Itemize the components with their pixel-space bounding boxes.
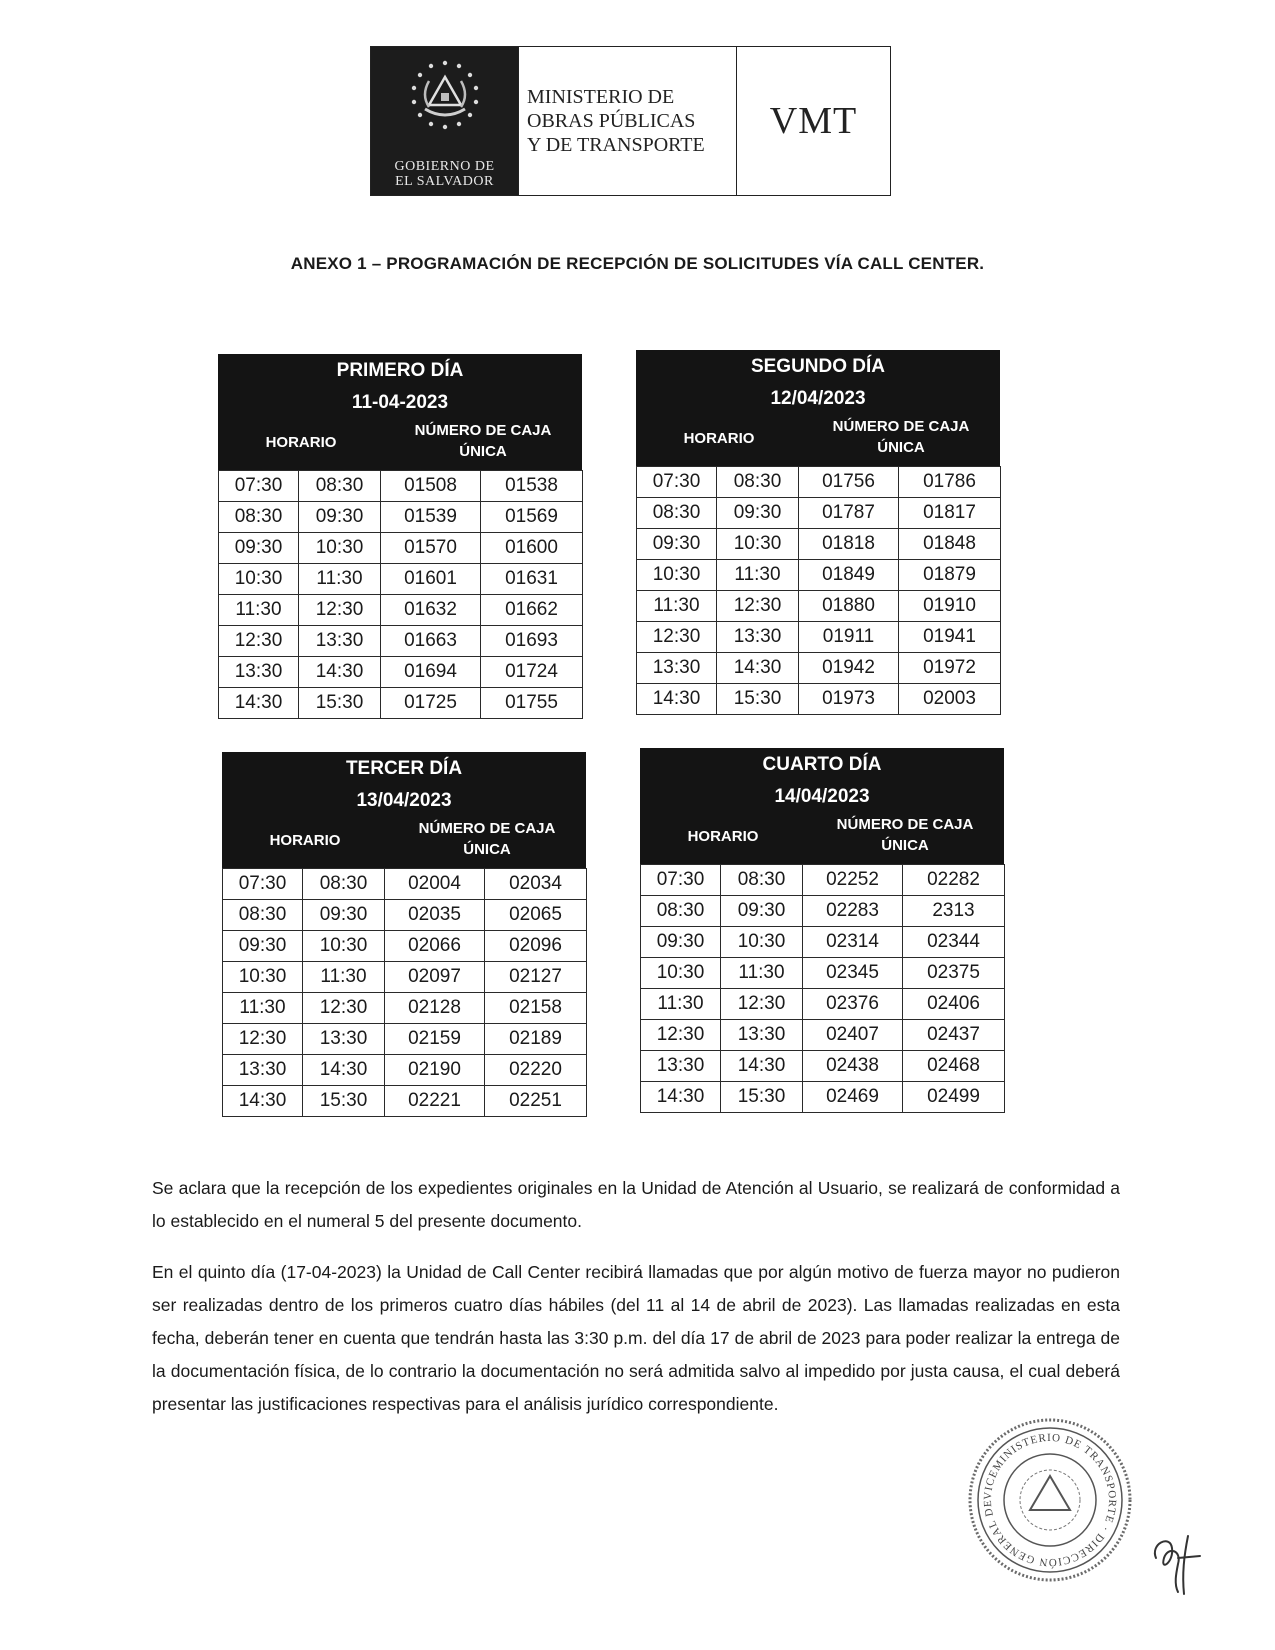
ministry-name: [519, 47, 737, 195]
time-start-cell: 09:30: [223, 931, 303, 962]
schedule-day-4: [640, 748, 1004, 1113]
table-row: [637, 622, 1001, 653]
time-start-cell: 14:30: [637, 684, 717, 715]
schedule-header: [218, 354, 582, 470]
time-start-cell: 07:30: [641, 865, 721, 896]
caja-from-cell: 02438: [803, 1051, 903, 1082]
table-row: [641, 1082, 1005, 1113]
caja-to-cell: 01600: [481, 533, 583, 564]
table-row: [641, 989, 1005, 1020]
caja-from-cell: 01663: [381, 626, 481, 657]
caja-from-cell: 01911: [799, 622, 899, 653]
caja-from-cell: 02376: [803, 989, 903, 1020]
time-start-cell: 13:30: [219, 657, 299, 688]
schedule-date: 14/04/2023: [774, 786, 870, 807]
table-row: [641, 865, 1005, 896]
table-row: [641, 1051, 1005, 1082]
time-end-cell: 10:30: [303, 931, 385, 962]
caja-from-cell: 02066: [385, 931, 485, 962]
time-end-cell: 09:30: [299, 502, 381, 533]
time-end-cell: 09:30: [717, 498, 799, 529]
table-row: [219, 688, 583, 719]
schedule-date: 13/04/2023: [356, 790, 452, 811]
schedule-table: [640, 864, 1005, 1113]
table-row: [641, 958, 1005, 989]
time-start-cell: 10:30: [637, 560, 717, 591]
caja-to-cell: 02344: [903, 927, 1005, 958]
caja-from-cell: 01725: [381, 688, 481, 719]
caja-to-cell: 2313: [903, 896, 1005, 927]
caja-from-cell: 01880: [799, 591, 899, 622]
schedule-table: [218, 470, 583, 719]
ministry-line: OBRAS PÚBLICAS: [527, 110, 696, 132]
time-end-cell: 10:30: [299, 533, 381, 564]
time-start-cell: 07:30: [223, 869, 303, 900]
caja-from-cell: 01787: [799, 498, 899, 529]
caja-from-cell: 01539: [381, 502, 481, 533]
table-row: [641, 1020, 1005, 1051]
table-row: [223, 1086, 587, 1117]
caja-to-cell: 02251: [485, 1086, 587, 1117]
caja-to-cell: 02065: [485, 900, 587, 931]
caja-to-cell: 01817: [899, 498, 1001, 529]
schedule-day-2: [636, 350, 1000, 715]
horario-column-header: HORARIO: [265, 434, 337, 451]
time-end-cell: 15:30: [303, 1086, 385, 1117]
time-end-cell: 15:30: [721, 1082, 803, 1113]
time-start-cell: 09:30: [219, 533, 299, 564]
caja-from-cell: 01818: [799, 529, 899, 560]
official-seal: [966, 1416, 1134, 1589]
table-row: [637, 467, 1001, 498]
schedule-day-1: [218, 354, 582, 719]
time-start-cell: 12:30: [641, 1020, 721, 1051]
table-row: [223, 962, 587, 993]
time-end-cell: 08:30: [721, 865, 803, 896]
table-row: [223, 1024, 587, 1055]
time-start-cell: 11:30: [223, 993, 303, 1024]
time-start-cell: 10:30: [223, 962, 303, 993]
horario-column-header: HORARIO: [683, 430, 755, 447]
caja-to-cell: 01910: [899, 591, 1001, 622]
table-row: [223, 993, 587, 1024]
caja-from-cell: 02345: [803, 958, 903, 989]
time-end-cell: 13:30: [299, 626, 381, 657]
agency-acronym: VMT: [769, 100, 858, 142]
table-row: [641, 927, 1005, 958]
time-start-cell: 14:30: [223, 1086, 303, 1117]
caja-from-cell: 02314: [803, 927, 903, 958]
table-row: [223, 931, 587, 962]
time-start-cell: 10:30: [641, 958, 721, 989]
table-row: [637, 529, 1001, 560]
time-start-cell: 13:30: [641, 1051, 721, 1082]
caja-to-cell: 02468: [903, 1051, 1005, 1082]
seal-icon: [966, 1416, 1134, 1584]
time-start-cell: 08:30: [223, 900, 303, 931]
time-end-cell: 12:30: [299, 595, 381, 626]
time-end-cell: 10:30: [717, 529, 799, 560]
caja-to-cell: 02127: [485, 962, 587, 993]
caja-from-cell: 01570: [381, 533, 481, 564]
time-start-cell: 07:30: [219, 471, 299, 502]
caja-to-cell: 02189: [485, 1024, 587, 1055]
caja-from-cell: 02221: [385, 1086, 485, 1117]
caja-from-cell: 01632: [381, 595, 481, 626]
caja-to-cell: 02499: [903, 1082, 1005, 1113]
time-end-cell: 14:30: [303, 1055, 385, 1086]
time-end-cell: 13:30: [303, 1024, 385, 1055]
table-row: [641, 896, 1005, 927]
letterhead: [370, 46, 891, 196]
table-row: [637, 591, 1001, 622]
time-start-cell: 10:30: [219, 564, 299, 595]
caja-to-cell: 02406: [903, 989, 1005, 1020]
time-end-cell: 10:30: [721, 927, 803, 958]
time-end-cell: 11:30: [299, 564, 381, 595]
schedule-header: [636, 350, 1000, 466]
time-end-cell: 08:30: [717, 467, 799, 498]
horario-column-header: HORARIO: [269, 832, 341, 849]
table-row: [637, 560, 1001, 591]
caja-to-cell: 01848: [899, 529, 1001, 560]
time-start-cell: 14:30: [219, 688, 299, 719]
caja-to-cell: 01941: [899, 622, 1001, 653]
caja-to-cell: 02282: [903, 865, 1005, 896]
schedule-date: 12/04/2023: [770, 388, 866, 409]
caja-from-cell: 02097: [385, 962, 485, 993]
government-logo-text: GOBIERNO DE EL SALVADOR: [394, 159, 495, 189]
time-end-cell: 13:30: [721, 1020, 803, 1051]
time-end-cell: 14:30: [299, 657, 381, 688]
table-row: [219, 533, 583, 564]
time-start-cell: 08:30: [641, 896, 721, 927]
caja-to-cell: 01786: [899, 467, 1001, 498]
caja-from-cell: 01973: [799, 684, 899, 715]
caja-from-cell: 01601: [381, 564, 481, 595]
document-title: ANEXO 1 – PROGRAMACIÓN DE RECEPCIÓN DE SOLICITUDES VÍA CALL CENTER.: [290, 254, 985, 273]
schedule-day-label: PRIMERO DÍA: [336, 360, 464, 381]
caja-from-cell: 01942: [799, 653, 899, 684]
caja-from-cell: 02283: [803, 896, 903, 927]
table-row: [219, 626, 583, 657]
table-row: [223, 900, 587, 931]
table-row: [219, 564, 583, 595]
table-row: [223, 869, 587, 900]
table-row: [637, 684, 1001, 715]
caja-to-cell: 01879: [899, 560, 1001, 591]
caja-to-cell: 01693: [481, 626, 583, 657]
caja-from-cell: 02128: [385, 993, 485, 1024]
time-start-cell: 11:30: [219, 595, 299, 626]
time-end-cell: 08:30: [303, 869, 385, 900]
caja-to-cell: 01569: [481, 502, 583, 533]
time-start-cell: 11:30: [637, 591, 717, 622]
time-start-cell: 09:30: [641, 927, 721, 958]
caja-from-cell: 01694: [381, 657, 481, 688]
time-end-cell: 12:30: [303, 993, 385, 1024]
caja-from-cell: 02469: [803, 1082, 903, 1113]
schedule-table: [222, 868, 587, 1117]
table-row: [219, 502, 583, 533]
horario-column-header: HORARIO: [687, 828, 759, 845]
seal-text: VICEMINISTERIO DE TRANSPORTE · DIRECCIÓN GENERAL DE: [981, 1431, 1119, 1569]
time-start-cell: 12:30: [637, 622, 717, 653]
table-row: [219, 471, 583, 502]
time-start-cell: 09:30: [637, 529, 717, 560]
time-end-cell: 11:30: [717, 560, 799, 591]
caja-to-cell: 02158: [485, 993, 587, 1024]
time-start-cell: 13:30: [223, 1055, 303, 1086]
table-row: [219, 595, 583, 626]
caja-from-cell: 02407: [803, 1020, 903, 1051]
caja-to-cell: 02034: [485, 869, 587, 900]
table-row: [223, 1055, 587, 1086]
time-start-cell: 13:30: [637, 653, 717, 684]
schedule-day-label: CUARTO DÍA: [762, 754, 882, 775]
table-row: [637, 498, 1001, 529]
time-end-cell: 15:30: [299, 688, 381, 719]
caja-from-cell: 02004: [385, 869, 485, 900]
caja-to-cell: 02437: [903, 1020, 1005, 1051]
time-start-cell: 12:30: [219, 626, 299, 657]
caja-from-cell: 01508: [381, 471, 481, 502]
schedule-header: [640, 748, 1004, 864]
table-row: [637, 653, 1001, 684]
caja-from-cell: 01756: [799, 467, 899, 498]
caja-to-cell: 02375: [903, 958, 1005, 989]
table-row: [219, 657, 583, 688]
handwritten-signature: [1148, 1528, 1208, 1603]
time-start-cell: 08:30: [219, 502, 299, 533]
time-end-cell: 09:30: [303, 900, 385, 931]
time-end-cell: 14:30: [717, 653, 799, 684]
ministry-line: MINISTERIO DE: [527, 86, 675, 108]
schedule-day-label: TERCER DÍA: [345, 758, 463, 779]
coat-of-arms-icon: [393, 55, 497, 155]
government-logo: [371, 47, 519, 195]
caja-from-cell: 01849: [799, 560, 899, 591]
schedule-header: [222, 752, 586, 868]
time-end-cell: 09:30: [721, 896, 803, 927]
caja-to-cell: 01662: [481, 595, 583, 626]
caja-column-header: NÚMERO DE CAJA ÚNICA: [418, 820, 556, 858]
time-start-cell: 12:30: [223, 1024, 303, 1055]
time-end-cell: 11:30: [303, 962, 385, 993]
caja-to-cell: 01631: [481, 564, 583, 595]
caja-column-header: NÚMERO DE CAJA ÚNICA: [836, 816, 974, 854]
time-end-cell: 13:30: [717, 622, 799, 653]
time-end-cell: 14:30: [721, 1051, 803, 1082]
time-start-cell: 08:30: [637, 498, 717, 529]
schedule-day-3: [222, 752, 586, 1117]
caja-from-cell: 02252: [803, 865, 903, 896]
schedule-date: 11-04-2023: [351, 392, 449, 413]
fifth-day-paragraph: En el quinto día (17-04-2023) la Unidad de Call Center recibirá llamadas que por algún motivo de fuerza mayor no pudieron ser realizadas dentro de los primeros cuatro días hábiles (del 11 al 14 de abril de 2023). Las llamadas realizadas en esta fecha, deberán tener en cuenta que tendrán hasta las 3:30 p.m. del día 17 de abril de 2023 para poder realizar la entrega de la documentación física, de lo contrario la documentación no será admitida salvo al impedido por justa causa, el cual deberá presentar las justificaciones respectivas para el análisis jurídico correspondiente.: [152, 1262, 1120, 1414]
caja-from-cell: 02035: [385, 900, 485, 931]
caja-column-header: NÚMERO DE CAJA ÚNICA: [414, 422, 552, 460]
caja-to-cell: 01972: [899, 653, 1001, 684]
caja-to-cell: 02003: [899, 684, 1001, 715]
caja-from-cell: 02159: [385, 1024, 485, 1055]
time-start-cell: 14:30: [641, 1082, 721, 1113]
time-end-cell: 08:30: [299, 471, 381, 502]
time-start-cell: 11:30: [641, 989, 721, 1020]
time-end-cell: 12:30: [721, 989, 803, 1020]
caja-column-header: NÚMERO DE CAJA ÚNICA: [832, 418, 970, 456]
ministry-line: Y DE TRANSPORTE: [527, 134, 705, 156]
caja-to-cell: 01755: [481, 688, 583, 719]
time-end-cell: 11:30: [721, 958, 803, 989]
schedule-table: [636, 466, 1001, 715]
schedule-day-label: SEGUNDO DÍA: [750, 356, 886, 377]
caja-to-cell: 02096: [485, 931, 587, 962]
time-end-cell: 15:30: [717, 684, 799, 715]
caja-from-cell: 02190: [385, 1055, 485, 1086]
time-end-cell: 12:30: [717, 591, 799, 622]
caja-to-cell: 02220: [485, 1055, 587, 1086]
caja-to-cell: 01724: [481, 657, 583, 688]
caja-to-cell: 01538: [481, 471, 583, 502]
clarification-paragraph: Se aclara que la recepción de los expedientes originales en la Unidad de Atención al Usuario, se realizará de conformidad a lo establecido en el numeral 5 del presente documento.: [152, 1178, 1120, 1231]
time-start-cell: 07:30: [637, 467, 717, 498]
